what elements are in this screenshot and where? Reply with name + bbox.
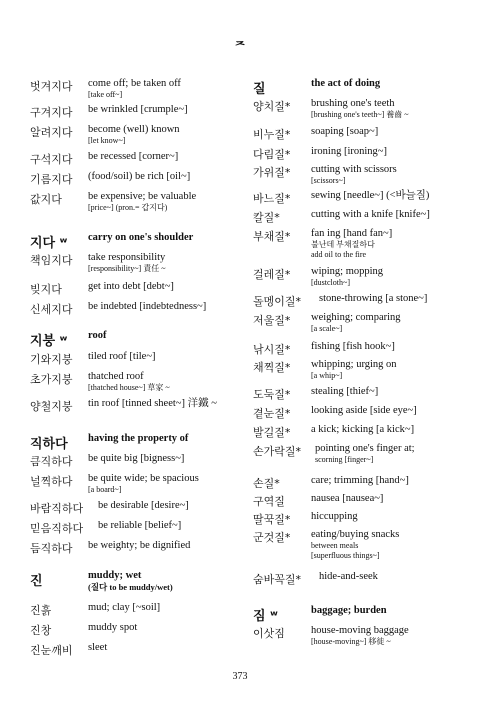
korean-word: 양철지붕 xyxy=(30,400,73,413)
english-definition xyxy=(311,98,409,120)
definition-main: tin roof [tinned sheet~] 洋鐵 ~ xyxy=(88,398,217,409)
korean-word: 값지다 xyxy=(30,193,62,206)
korean-word: 초가지붕 xyxy=(30,373,73,386)
korean-word: 질 xyxy=(253,82,266,97)
dictionary-entry xyxy=(30,642,107,658)
definition-main: be recessed [corner~] xyxy=(88,151,179,162)
definition-main: stealing [thief~] xyxy=(311,386,379,397)
english-definition xyxy=(88,642,107,654)
english-definition xyxy=(88,433,188,445)
english-definition xyxy=(311,341,395,353)
english-definition xyxy=(88,330,106,342)
dictionary-entry xyxy=(253,98,409,120)
english-definition xyxy=(88,191,196,213)
definition-note: [superfluous things~] xyxy=(311,551,380,560)
english-definition xyxy=(311,529,399,561)
korean-word: 벗겨지다 xyxy=(30,80,73,93)
definition-main: nausea [nausea~] xyxy=(311,493,384,504)
korean-word: 기름지다 xyxy=(30,173,73,186)
definition-note: 불난데 부채질하다 xyxy=(311,240,375,249)
dictionary-entry xyxy=(253,443,415,465)
korean-word: 알려지다 xyxy=(30,126,73,139)
definition-note: (질다 to be muddy/wet) xyxy=(88,582,173,592)
dictionary-entry xyxy=(253,386,378,402)
definition-main: fan ing [hand fan~] xyxy=(311,228,393,239)
english-definition xyxy=(88,78,181,100)
english-definition xyxy=(311,146,387,158)
korean-word: 빚지다 xyxy=(30,283,62,296)
korean-word: 저울질* xyxy=(253,314,291,327)
korean-word: 낚시질* xyxy=(253,343,291,356)
definition-main: be weighty; be dignified xyxy=(88,540,191,551)
definition-note: [price~] (pron.= 갑지다) xyxy=(88,203,168,212)
dictionary-entry xyxy=(30,281,174,297)
dictionary-entry xyxy=(30,104,188,120)
english-definition xyxy=(311,424,414,436)
definition-main: take responsibility xyxy=(88,252,166,263)
definition-main: the act of doing xyxy=(311,78,381,89)
korean-word: 다림질* xyxy=(253,148,291,161)
dictionary-entry xyxy=(253,424,414,440)
dictionary-entry xyxy=(253,359,397,381)
definition-main: eating/buying snacks xyxy=(311,529,400,540)
korean-word: 발길질* xyxy=(253,426,291,439)
dictionary-entry xyxy=(30,252,166,274)
definition-main: roof xyxy=(88,330,107,341)
english-definition xyxy=(311,386,378,398)
dictionary-entry xyxy=(30,371,170,393)
korean-word: 기와지붕 xyxy=(30,353,73,366)
english-definition xyxy=(88,453,184,465)
korean-word: 바람직하다 xyxy=(30,502,84,515)
definition-note: [responsibility~] 責任 ~ xyxy=(88,264,166,273)
definition-main: wiping; mopping xyxy=(311,266,384,277)
definition-main: cutting with scissors xyxy=(311,164,397,175)
dictionary-entry xyxy=(253,511,358,527)
definition-note: [take off~] xyxy=(88,90,123,99)
dictionary-entry xyxy=(253,571,378,587)
headword-entry xyxy=(30,330,106,349)
definition-main: become (well) known xyxy=(88,124,180,135)
dictionary-entry xyxy=(253,126,378,142)
korean-word: 숨바꼭질* xyxy=(253,573,302,586)
korean-word: 딸꾹질* xyxy=(253,513,291,526)
english-definition xyxy=(311,312,401,334)
korean-word: 진 xyxy=(30,574,43,589)
korean-word: 구석지다 xyxy=(30,153,73,166)
definition-note: [thatched house~] 草家 ~ xyxy=(88,383,170,392)
english-definition xyxy=(88,232,193,244)
definition-main: house-moving baggage xyxy=(311,625,409,636)
english-definition xyxy=(88,398,217,410)
english-definition xyxy=(88,602,160,614)
korean-word: 채찍질* xyxy=(253,361,291,374)
korean-word: 구겨지다 xyxy=(30,106,73,119)
english-definition xyxy=(88,540,190,552)
english-definition xyxy=(88,570,173,593)
korean-word: 부채질* xyxy=(253,230,291,243)
definition-main: muddy spot xyxy=(88,622,138,633)
english-definition xyxy=(88,281,174,293)
definition-main: soaping [soap~] xyxy=(311,126,379,137)
definition-main: be expensive; be valuable xyxy=(88,191,197,202)
korean-word: 양치질* xyxy=(253,100,291,113)
english-definition xyxy=(311,605,387,617)
korean-word: 직하다 xyxy=(30,437,68,452)
english-definition xyxy=(311,228,392,260)
definition-note: [a board~] xyxy=(88,485,122,494)
english-definition xyxy=(88,301,206,313)
english-definition xyxy=(88,104,188,116)
dictionary-entry xyxy=(30,500,189,516)
english-definition xyxy=(98,500,189,512)
korean-word: 비누질* xyxy=(253,128,291,141)
definition-main: sleet xyxy=(88,642,108,653)
dictionary-entry xyxy=(30,351,156,367)
definition-main: be desirable [desire~] xyxy=(98,500,189,511)
english-definition xyxy=(311,475,409,487)
definition-main: hiccupping xyxy=(311,511,358,522)
definition-main: having the property of xyxy=(88,433,189,444)
dictionary-entry xyxy=(253,493,383,509)
korean-word: 진눈깨비 xyxy=(30,644,73,657)
dictionary-entry xyxy=(253,209,430,225)
definition-main: mud; clay [~soil] xyxy=(88,602,161,613)
dictionary-entry xyxy=(30,78,181,100)
definition-main: tiled roof [tile~] xyxy=(88,351,156,362)
dictionary-entry xyxy=(30,151,178,167)
dictionary-entry xyxy=(253,293,427,309)
definition-main: looking aside [side eye~] xyxy=(311,405,417,416)
definition-main: ironing [ironing~] xyxy=(311,146,387,157)
korean-word: 지다 ʷ xyxy=(30,236,68,251)
english-definition xyxy=(311,126,378,138)
definition-note: between meals xyxy=(311,541,359,550)
korean-word: 믿음직하다 xyxy=(30,522,84,535)
headword-entry xyxy=(30,232,193,251)
dictionary-entry xyxy=(30,622,137,638)
korean-word: 큼직하다 xyxy=(30,455,73,468)
english-definition xyxy=(319,293,427,305)
definition-main: hide-and-seek xyxy=(319,571,378,582)
definition-note: [brushing one's teeth~] 養齒 ~ xyxy=(311,110,409,119)
korean-word: 진창 xyxy=(30,624,52,637)
headword-entry xyxy=(30,433,188,452)
english-definition xyxy=(311,266,383,288)
english-definition xyxy=(315,443,415,465)
definition-main: sewing [needle~] (<바늘질) xyxy=(311,190,430,201)
korean-word: 신세지다 xyxy=(30,303,73,316)
dictionary-entry xyxy=(253,312,401,334)
dictionary-entry xyxy=(30,520,181,536)
english-definition xyxy=(311,405,417,417)
headword-entry xyxy=(253,78,380,97)
definition-main: be indebted [indebtedness~] xyxy=(88,301,207,312)
english-definition xyxy=(98,520,181,532)
dictionary-entry xyxy=(253,164,397,186)
definition-main: carry on one's shoulder xyxy=(88,232,194,243)
definition-main: baggage; burden xyxy=(311,605,387,616)
headword-entry xyxy=(253,605,387,624)
korean-word: 널찍하다 xyxy=(30,475,73,488)
english-definition xyxy=(88,473,199,495)
dictionary-entry xyxy=(253,405,417,421)
korean-word: 듬직하다 xyxy=(30,542,73,555)
definition-note: [let know~] xyxy=(88,136,126,145)
dictionary-entry xyxy=(30,540,190,556)
dictionary-entry xyxy=(253,228,392,260)
korean-word: 칼질* xyxy=(253,211,280,224)
definition-note: [a whip~] xyxy=(311,371,343,380)
english-definition xyxy=(88,124,180,146)
dictionary-entry xyxy=(253,341,395,357)
english-definition xyxy=(319,571,378,583)
english-definition xyxy=(88,371,170,393)
korean-word: 군것질* xyxy=(253,531,291,544)
english-definition xyxy=(311,511,358,523)
english-definition xyxy=(311,359,397,381)
dictionary-entry xyxy=(253,190,429,206)
dictionary-entry xyxy=(30,191,196,213)
korean-word: 지붕 ʷ xyxy=(30,334,68,349)
korean-word: 손가락질* xyxy=(253,445,302,458)
definition-main: care; trimming [hand~] xyxy=(311,475,409,486)
definition-main: fishing [fish hook~] xyxy=(311,341,395,352)
english-definition xyxy=(88,252,166,274)
dictionary-entry xyxy=(253,625,409,647)
english-definition xyxy=(311,209,430,221)
english-definition xyxy=(88,171,190,183)
dictionary-entry xyxy=(253,146,387,162)
korean-word: 손질* xyxy=(253,477,280,490)
definition-main: (food/soil) be rich [oil~] xyxy=(88,171,191,182)
korean-word: 도둑질* xyxy=(253,388,291,401)
definition-main: be wrinkled [crumple~] xyxy=(88,104,188,115)
definition-main: come off; be taken off xyxy=(88,78,181,89)
korean-word: 짐 ʷ xyxy=(253,609,278,624)
definition-main: stone-throwing [a stone~] xyxy=(319,293,428,304)
definition-note: scorning [finger~] xyxy=(315,455,374,464)
korean-word: 걸레질* xyxy=(253,268,291,281)
korean-word: 가위질* xyxy=(253,166,291,179)
dictionary-entry xyxy=(30,171,190,187)
dictionary-entry xyxy=(30,301,206,317)
definition-note: [dustcloth~] xyxy=(311,278,350,287)
korean-word: 이삿짐 xyxy=(253,627,285,640)
dictionary-entry xyxy=(253,529,399,561)
korean-word: 곁눈질* xyxy=(253,407,291,420)
dictionary-entry xyxy=(30,398,217,414)
definition-main: whipping; urging on xyxy=(311,359,397,370)
korean-word: 돌멩이질* xyxy=(253,295,302,308)
dictionary-entry xyxy=(30,453,184,469)
dictionary-entry xyxy=(253,475,409,491)
definition-main: be quite wide; be spacious xyxy=(88,473,199,484)
definition-main: muddy; wet xyxy=(88,570,142,581)
english-definition xyxy=(88,151,178,163)
korean-word: 책임지다 xyxy=(30,254,73,267)
definition-main: get into debt [debt~] xyxy=(88,281,174,292)
definition-note: [a scale~] xyxy=(311,324,343,333)
definition-main: be reliable [belief~] xyxy=(98,520,182,531)
definition-main: cutting with a knife [knife~] xyxy=(311,209,430,220)
english-definition xyxy=(311,493,383,505)
definition-note: [scissors~] xyxy=(311,176,346,185)
definition-note: add oil to the fire xyxy=(311,250,367,259)
definition-main: thatched roof xyxy=(88,371,144,382)
definition-note: [house-moving~] 移徙 ~ xyxy=(311,637,391,646)
definition-main: be quite big [bigness~] xyxy=(88,453,185,464)
page-header-letter: ᄌ xyxy=(234,40,246,54)
english-definition xyxy=(88,351,156,363)
definition-main: pointing one's finger at; xyxy=(315,443,415,454)
dictionary-entry xyxy=(30,124,180,146)
korean-word: 바느질* xyxy=(253,192,291,205)
english-definition xyxy=(88,622,137,634)
korean-word: 진흙 xyxy=(30,604,52,617)
dictionary-entry xyxy=(30,602,160,618)
english-definition xyxy=(311,625,409,647)
english-definition xyxy=(311,78,380,90)
definition-main: brushing one's teeth xyxy=(311,98,395,109)
english-definition xyxy=(311,164,397,186)
korean-word: 구역질 xyxy=(253,495,285,508)
page-number: 373 xyxy=(232,671,248,682)
dictionary-entry xyxy=(30,473,199,495)
english-definition xyxy=(311,190,429,202)
dictionary-entry xyxy=(253,266,383,288)
definition-main: a kick; kicking [a kick~] xyxy=(311,424,415,435)
headword-entry xyxy=(30,570,173,593)
definition-main: weighing; comparing xyxy=(311,312,401,323)
